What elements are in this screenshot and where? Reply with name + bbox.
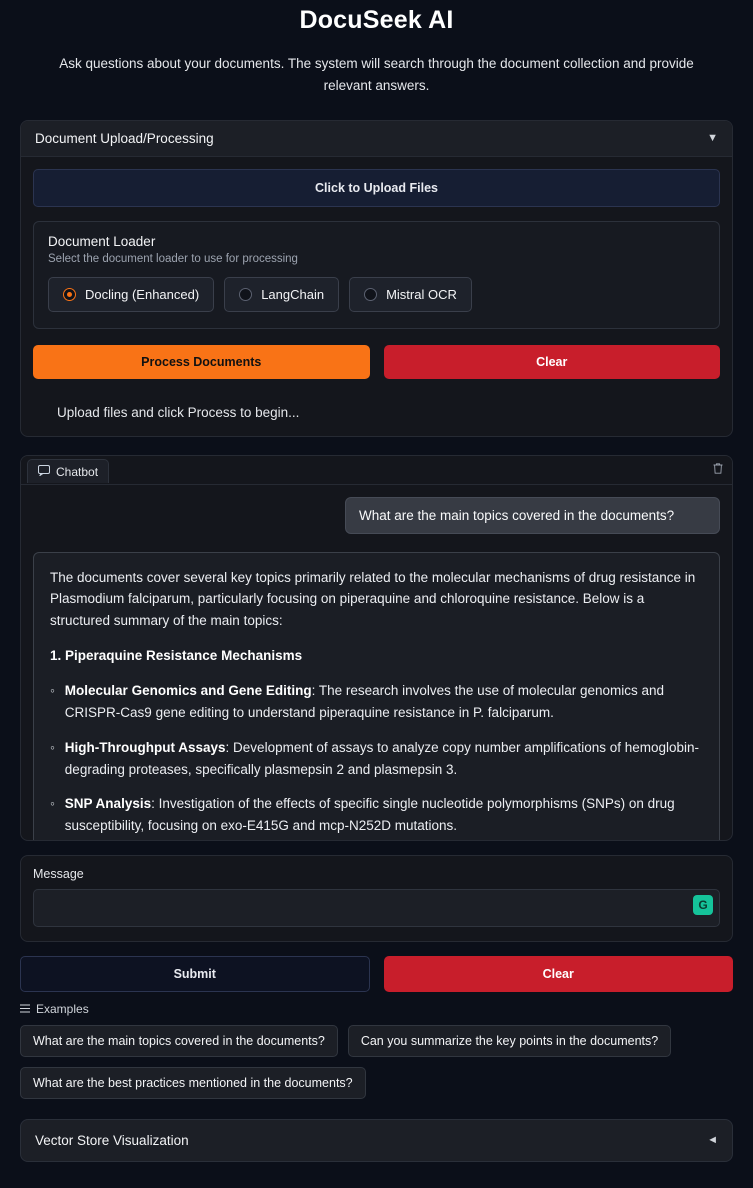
- chat-message-list[interactable]: [21, 485, 732, 840]
- bullet-icon: ◦: [50, 796, 55, 812]
- bullet-term: Molecular Genomics and Gene Editing: [64, 682, 312, 698]
- vector-store-panel-header[interactable]: [20, 1119, 733, 1162]
- document-loader-group: [33, 221, 720, 329]
- example-chip-3[interactable]: What are the best practices mentioned in the documents?: [20, 1067, 366, 1099]
- chat-message-bot: [33, 552, 720, 840]
- tab-chatbot-label: Chatbot: [56, 464, 99, 479]
- message-panel: [20, 855, 733, 942]
- radio-langchain[interactable]: [224, 277, 339, 312]
- upload-actions-row: [33, 345, 720, 379]
- chat-actions-row: [20, 956, 733, 992]
- trash-icon[interactable]: [712, 462, 724, 478]
- process-documents-button[interactable]: Process Documents: [33, 345, 370, 379]
- bullet-icon: ◦: [50, 739, 55, 755]
- upload-status-text: Upload files and click Process to begin...: [57, 404, 300, 420]
- chevron-left-icon[interactable]: ◄: [707, 1134, 718, 1147]
- radio-icon: [63, 288, 76, 301]
- document-upload-panel-header[interactable]: [21, 121, 732, 157]
- document-loader-radio-group: [48, 277, 705, 312]
- list-item: [50, 680, 703, 724]
- bullet-term: SNP Analysis: [64, 796, 152, 812]
- submit-button[interactable]: Submit: [20, 956, 370, 992]
- bot-section-heading: 1. Piperaquine Resistance Mechanisms: [50, 648, 303, 664]
- radio-icon: [239, 288, 252, 301]
- examples-label-row: [20, 1002, 733, 1016]
- example-chip-1[interactable]: What are the main topics covered in the documents?: [20, 1025, 338, 1057]
- radio-mistral-ocr[interactable]: [349, 277, 472, 312]
- radio-docling-enhanced-label: Docling (Enhanced): [85, 286, 200, 302]
- radio-icon: [364, 288, 377, 301]
- examples-label: Examples: [36, 1001, 89, 1016]
- bullet-body: : Investigation of the effects of specific single nucleotide polymorphisms (SNPs) on drug susceptibility, focusing on exo-E415G and mcp-N252D mutations.: [64, 796, 675, 834]
- chat-message-user: What are the main topics covered in the documents?: [345, 497, 720, 534]
- tab-chatbot[interactable]: [27, 459, 109, 483]
- list-item: [50, 737, 703, 781]
- document-upload-panel: [20, 120, 733, 437]
- chevron-down-icon[interactable]: ▼: [707, 132, 718, 145]
- bullet-text: [65, 793, 703, 837]
- message-input[interactable]: [33, 889, 720, 927]
- example-chip-2[interactable]: Can you summarize the key points in the documents?: [348, 1025, 671, 1057]
- vector-store-title: Vector Store Visualization: [35, 1132, 189, 1148]
- examples-section: [20, 1002, 733, 1099]
- bullet-text: [65, 737, 703, 781]
- bot-intro-text: The documents cover several key topics primarily related to the molecular mechanisms of drug resistance in Plasmodium falciparum, particularly focusing on piperaquine and chloroquine resistance. Below is a structured summary of the main topics:: [50, 569, 696, 629]
- radio-langchain-label: LangChain: [261, 286, 325, 302]
- list-icon: [20, 1002, 30, 1016]
- bullet-body: : The research involves the use of molecular genomics and CRISPR-Cas9 gene editing to understand piperaquine resistance in P. falciparum.: [64, 682, 665, 720]
- bullet-icon: ◦: [50, 682, 55, 698]
- chatbot-tabbar: [21, 456, 732, 485]
- clear-chat-button[interactable]: Clear: [384, 956, 734, 992]
- radio-mistral-ocr-label: Mistral OCR: [386, 286, 457, 302]
- examples-chip-row: [20, 1025, 733, 1099]
- bullet-text: [65, 680, 703, 724]
- document-loader-title: Document Loader: [48, 233, 156, 249]
- chatbot-panel: [20, 455, 733, 841]
- page-title: DocuSeek AI: [299, 6, 454, 34]
- document-upload-panel-title: Document Upload/Processing: [35, 130, 214, 146]
- bullet-body: : Development of assays to analyze copy number amplifications of hemoglobin-degrading proteases, specifically plasmepsin 2 and plasmepsin 3.: [64, 739, 700, 777]
- list-item: [50, 793, 703, 837]
- chat-icon: [38, 465, 50, 479]
- document-loader-description: Select the document loader to use for processing: [48, 252, 298, 265]
- grammarly-icon[interactable]: G: [693, 895, 713, 915]
- message-label: Message: [33, 866, 84, 881]
- page-subtitle: Ask questions about your documents. The system will search through the document collection and provide relevant answers.: [59, 56, 694, 94]
- bullet-term: High-Throughput Assays: [64, 739, 226, 755]
- clear-documents-button[interactable]: Clear: [384, 345, 721, 379]
- radio-docling-enhanced[interactable]: [48, 277, 214, 312]
- document-upload-panel-body: [21, 157, 732, 436]
- upload-files-button[interactable]: Click to Upload Files: [33, 169, 720, 207]
